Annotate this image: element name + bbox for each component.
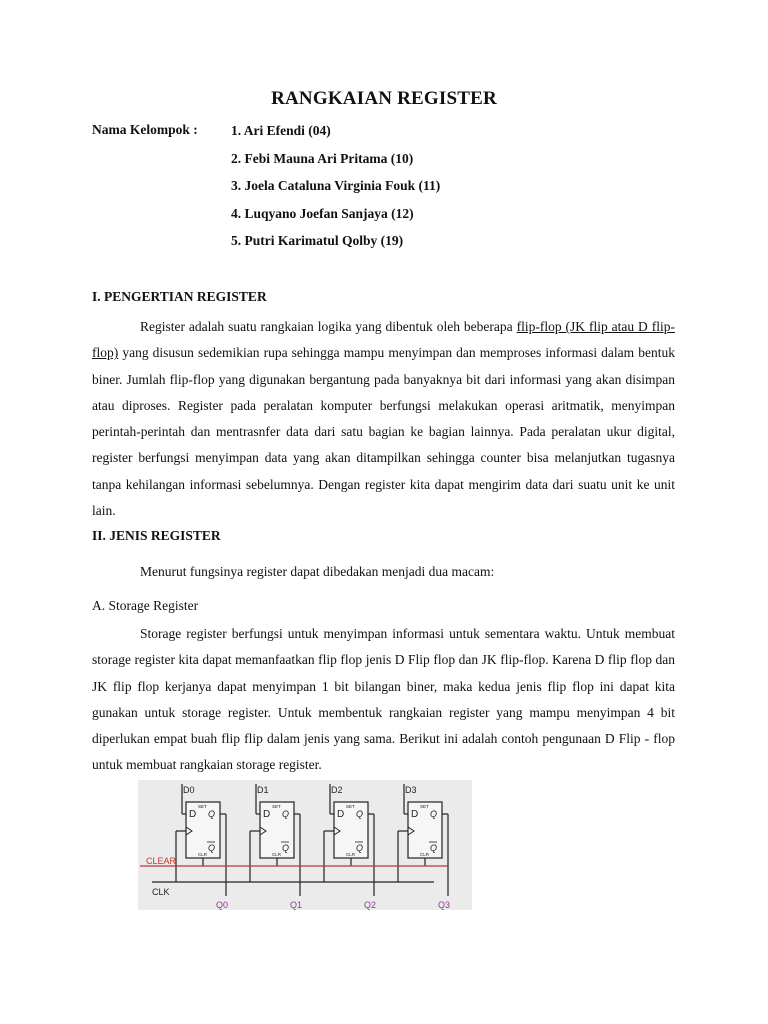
data-input-label: D1 xyxy=(257,785,269,795)
q-output-label: Q2 xyxy=(363,900,377,910)
flip-flop-qbar-pin: Q xyxy=(282,843,290,853)
intro-line: Menurut fungsinya register dapat dibedakan menjadi dua macam: xyxy=(140,564,495,579)
section-heading-jenis: II. JENIS REGISTER xyxy=(92,528,221,543)
q-output-label: Q0 xyxy=(215,900,229,910)
data-input-label: D2 xyxy=(331,785,343,795)
paragraph-text: Register adalah suatu rangkaian logika yang dibentuk oleh beberapa xyxy=(140,319,517,334)
storage-register-circuit-diagram xyxy=(138,780,472,910)
member-item: 1. Ari Efendi (04) xyxy=(231,123,331,138)
flip-flop-d-pin: D xyxy=(189,809,197,820)
subheading-storage-register: A. Storage Register xyxy=(92,598,199,613)
clear-label: CLEAR xyxy=(146,856,177,866)
flip-flop-clr-pin: CLR xyxy=(420,852,430,857)
data-input-label: D0 xyxy=(183,785,195,795)
flip-flop-set-pin: SET xyxy=(272,804,281,809)
flip-flop-clr-pin: CLR xyxy=(272,852,282,857)
flip-flop-qbar-pin: Q xyxy=(430,843,438,853)
flip-flop-q-pin: Q xyxy=(208,809,216,819)
paragraph-text: yang disusun sedemikian rupa sehingga mampu menyimpan dan memproses informasi dalam bentuk biner. Jumlah flip-flop yang digunakan bergantung pada banyaknya bit dari informasi yang akan disimpan atau diproses. Register pada peralatan komputer berfungsi melakukan operasi aritmatik, menyimpan perintah-perintah dan mentrasnfer data dari satu bagian ke bagian lainnya. Pada peralatan ukur digital, register berfungsi menyimpan data yang akan ditampilkan sehingga counter bisa melanjutkan tugasnya tanpa kehilangan informasi sebelumnya. Dengan register kita dapat mengirim data dari suatu unit ke unit lain. xyxy=(92,345,675,519)
q-output-label: Q3 xyxy=(437,900,451,910)
member-item: 5. Putri Karimatul Qolby (19) xyxy=(231,233,404,248)
flip-flop-q-pin: Q xyxy=(282,809,290,819)
flip-flop-d-pin: D xyxy=(411,809,419,820)
clk-label: CLK xyxy=(152,887,170,897)
members-label: Nama Kelompok : xyxy=(92,122,198,137)
member-item: 2. Febi Mauna Ari Pritama (10) xyxy=(231,150,414,166)
member-item: 3. Joela Cataluna Virginia Fouk (11) xyxy=(231,178,441,193)
paragraph-storage-register xyxy=(92,621,675,779)
flip-flop-set-pin: SET xyxy=(198,804,207,809)
flip-flop-qbar-pin: Q xyxy=(208,843,216,853)
paragraph-pengertian xyxy=(92,314,675,524)
flip-flop-q-pin: Q xyxy=(356,809,364,819)
members-list xyxy=(231,122,440,260)
flip-flop-clr-pin: CLR xyxy=(346,852,356,857)
member-item: 4. Luqyano Joefan Sanjaya (12) xyxy=(231,205,414,221)
flip-flop-clr-pin: CLR xyxy=(198,852,208,857)
page-title: RANGKAIAN REGISTER xyxy=(271,88,497,109)
flip-flop-qbar-pin: Q xyxy=(356,843,364,853)
flip-flop-set-pin: SET xyxy=(346,804,355,809)
data-input-label: D3 xyxy=(405,785,417,795)
flip-flop-d-pin: D xyxy=(263,809,271,820)
flip-flop-d-pin: D xyxy=(337,809,345,820)
q-output-label: Q1 xyxy=(289,900,303,910)
section-heading-pengertian: I. PENGERTIAN REGISTER xyxy=(92,289,267,304)
underlined-term: flip-flop (JK flip atau D flip-flop) xyxy=(92,319,675,361)
flip-flop-q-pin: Q xyxy=(430,809,438,819)
flip-flop-set-pin: SET xyxy=(420,804,429,809)
paragraph-text: Storage register berfungsi untuk menyimpan informasi untuk sementara waktu. Untuk membuat storage register kita dapat memanfaatkan flip flop jenis D Flip flop dan JK flip-flop. Karena D flip flop dan JK flip flop kerjanya dapat menyimpan 1 bit bilangan biner, maka kedua jenis flip flop ini dapat kita gunakan untuk storage register. Untuk membentuk rangkaian register yang mampu menyimpan 4 bit diperlukan empat buah flip flip dalam jenis yang sama. Berikut ini adalah contoh pengunaan D Flip - flop untuk membuat rangkaian storage register. xyxy=(92,626,675,773)
